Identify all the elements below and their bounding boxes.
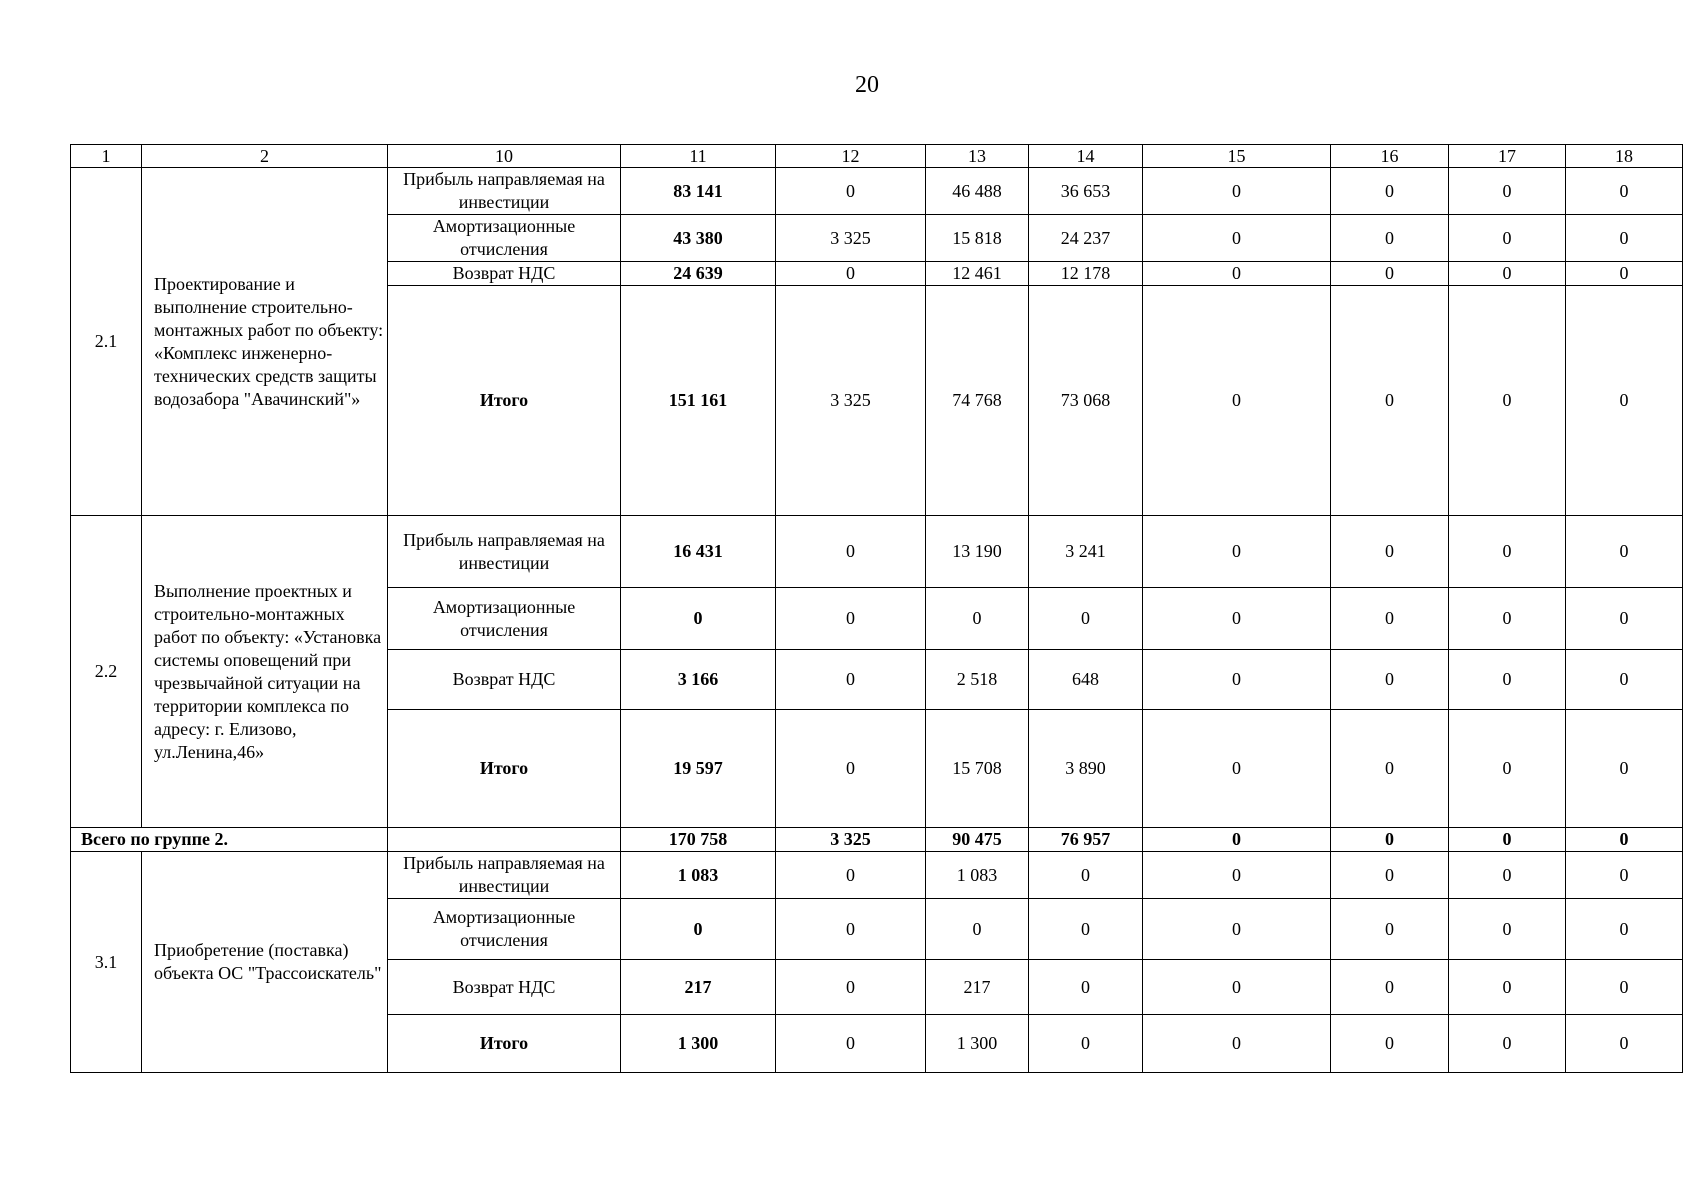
funding-source: Возврат НДС bbox=[388, 262, 621, 286]
value-cell: 43 380 bbox=[621, 215, 776, 262]
empty-cell bbox=[388, 828, 621, 852]
value-cell: 0 bbox=[1331, 516, 1449, 588]
value-cell: 15 818 bbox=[926, 215, 1029, 262]
funding-source: Прибыль направляемая на инвестиции bbox=[388, 516, 621, 588]
value-cell: 1 300 bbox=[621, 1015, 776, 1073]
value-cell: 0 bbox=[1029, 960, 1143, 1015]
group-total-value: 170 758 bbox=[621, 828, 776, 852]
group-total-value: 0 bbox=[1143, 828, 1331, 852]
value-cell: 0 bbox=[1029, 588, 1143, 650]
value-cell: 0 bbox=[1566, 516, 1683, 588]
value-cell: 0 bbox=[1331, 215, 1449, 262]
funding-source: Амортизационные отчисления bbox=[388, 588, 621, 650]
value-cell: 0 bbox=[776, 960, 926, 1015]
column-header: 10 bbox=[388, 145, 621, 168]
value-cell: 19 597 bbox=[621, 710, 776, 828]
column-header: 15 bbox=[1143, 145, 1331, 168]
value-cell: 0 bbox=[776, 262, 926, 286]
value-cell: 0 bbox=[1566, 215, 1683, 262]
funding-source: Возврат НДС bbox=[388, 960, 621, 1015]
value-cell: 0 bbox=[1449, 516, 1566, 588]
item-name: Приобретение (поставка) объекта ОС "Трассоискатель" bbox=[142, 852, 388, 1073]
value-cell: 0 bbox=[1331, 852, 1449, 899]
group-total-value: 0 bbox=[1449, 828, 1566, 852]
column-header: 16 bbox=[1331, 145, 1449, 168]
value-cell: 0 bbox=[1449, 650, 1566, 710]
subtotal-label: Итого bbox=[388, 1015, 621, 1073]
value-cell: 648 bbox=[1029, 650, 1143, 710]
value-cell: 0 bbox=[1143, 588, 1331, 650]
value-cell: 0 bbox=[1449, 899, 1566, 960]
value-cell: 0 bbox=[1449, 710, 1566, 828]
value-cell: 0 bbox=[1449, 286, 1566, 516]
column-header-row bbox=[71, 145, 1683, 168]
value-cell: 217 bbox=[621, 960, 776, 1015]
value-cell: 0 bbox=[1143, 215, 1331, 262]
column-header: 14 bbox=[1029, 145, 1143, 168]
value-cell: 0 bbox=[1449, 215, 1566, 262]
value-cell: 0 bbox=[1449, 1015, 1566, 1073]
value-cell: 0 bbox=[1143, 286, 1331, 516]
value-cell: 0 bbox=[1143, 852, 1331, 899]
value-cell: 0 bbox=[1331, 286, 1449, 516]
value-cell: 3 325 bbox=[776, 286, 926, 516]
value-cell: 15 708 bbox=[926, 710, 1029, 828]
value-cell: 151 161 bbox=[621, 286, 776, 516]
column-header: 18 bbox=[1566, 145, 1683, 168]
value-cell: 3 241 bbox=[1029, 516, 1143, 588]
item-name: Выполнение проектных и строительно-монтажных работ по объекту: «Установка системы оповещений при чрезвычайной ситуации на территории комплекса по адресу: г. Елизово, ул.Ленина,46» bbox=[142, 516, 388, 828]
page-number: 20 bbox=[855, 72, 879, 98]
column-header: 17 bbox=[1449, 145, 1566, 168]
group-total-row bbox=[71, 828, 1683, 852]
column-header: 1 bbox=[71, 145, 142, 168]
value-cell: 0 bbox=[1566, 588, 1683, 650]
value-cell: 0 bbox=[1143, 899, 1331, 960]
value-cell: 16 431 bbox=[621, 516, 776, 588]
value-cell: 0 bbox=[776, 899, 926, 960]
group-total-value: 0 bbox=[1331, 828, 1449, 852]
value-cell: 2 518 bbox=[926, 650, 1029, 710]
value-cell: 0 bbox=[1566, 710, 1683, 828]
value-cell: 0 bbox=[1143, 710, 1331, 828]
value-cell: 0 bbox=[776, 168, 926, 215]
value-cell: 0 bbox=[1566, 899, 1683, 960]
value-cell: 0 bbox=[1449, 960, 1566, 1015]
value-cell: 0 bbox=[1331, 650, 1449, 710]
value-cell: 0 bbox=[1143, 650, 1331, 710]
value-cell: 0 bbox=[1449, 168, 1566, 215]
value-cell: 0 bbox=[1331, 710, 1449, 828]
value-cell: 0 bbox=[621, 899, 776, 960]
column-header: 12 bbox=[776, 145, 926, 168]
value-cell: 3 166 bbox=[621, 650, 776, 710]
group-total-value: 0 bbox=[1566, 828, 1683, 852]
value-cell: 0 bbox=[1143, 168, 1331, 215]
item-name: Проектирование и выполнение строительно-монтажных работ по объекту: «Комплекс инженерно-технических средств защиты водозабора "Авачинский"» bbox=[142, 168, 388, 516]
value-cell: 0 bbox=[1143, 262, 1331, 286]
value-cell: 24 237 bbox=[1029, 215, 1143, 262]
value-cell: 0 bbox=[926, 588, 1029, 650]
investment-table bbox=[70, 144, 1683, 1073]
value-cell: 0 bbox=[1029, 852, 1143, 899]
value-cell: 74 768 bbox=[926, 286, 1029, 516]
value-cell: 73 068 bbox=[1029, 286, 1143, 516]
value-cell: 46 488 bbox=[926, 168, 1029, 215]
funding-source: Амортизационные отчисления bbox=[388, 215, 621, 262]
value-cell: 0 bbox=[1566, 286, 1683, 516]
column-header: 11 bbox=[621, 145, 776, 168]
funding-source: Прибыль направляемая на инвестиции bbox=[388, 852, 621, 899]
value-cell: 0 bbox=[1331, 960, 1449, 1015]
value-cell: 24 639 bbox=[621, 262, 776, 286]
value-cell: 0 bbox=[776, 710, 926, 828]
value-cell: 0 bbox=[776, 650, 926, 710]
value-cell: 0 bbox=[1029, 899, 1143, 960]
item-number: 2.2 bbox=[71, 516, 142, 828]
item-number: 2.1 bbox=[71, 168, 142, 516]
value-cell: 36 653 bbox=[1029, 168, 1143, 215]
value-cell: 83 141 bbox=[621, 168, 776, 215]
group-total-value: 90 475 bbox=[926, 828, 1029, 852]
value-cell: 3 325 bbox=[776, 215, 926, 262]
group-total-value: 3 325 bbox=[776, 828, 926, 852]
item-number: 3.1 bbox=[71, 852, 142, 1073]
value-cell: 217 bbox=[926, 960, 1029, 1015]
table-row bbox=[71, 852, 1683, 899]
group-total-value: 76 957 bbox=[1029, 828, 1143, 852]
column-header: 2 bbox=[142, 145, 388, 168]
value-cell: 0 bbox=[1566, 960, 1683, 1015]
value-cell: 0 bbox=[1143, 516, 1331, 588]
value-cell: 1 083 bbox=[926, 852, 1029, 899]
value-cell: 0 bbox=[1449, 588, 1566, 650]
value-cell: 0 bbox=[1449, 852, 1566, 899]
value-cell: 12 178 bbox=[1029, 262, 1143, 286]
table-row bbox=[71, 168, 1683, 215]
value-cell: 0 bbox=[776, 588, 926, 650]
value-cell: 0 bbox=[1331, 588, 1449, 650]
funding-source: Прибыль направляемая на инвестиции bbox=[388, 168, 621, 215]
value-cell: 0 bbox=[1143, 960, 1331, 1015]
value-cell: 0 bbox=[1449, 262, 1566, 286]
group-total-label: Всего по группе 2. bbox=[71, 828, 388, 852]
column-header: 13 bbox=[926, 145, 1029, 168]
value-cell: 0 bbox=[1566, 650, 1683, 710]
value-cell: 0 bbox=[1566, 168, 1683, 215]
value-cell: 0 bbox=[621, 588, 776, 650]
table-row bbox=[71, 516, 1683, 588]
funding-source: Амортизационные отчисления bbox=[388, 899, 621, 960]
value-cell: 0 bbox=[1331, 1015, 1449, 1073]
value-cell: 0 bbox=[1029, 1015, 1143, 1073]
value-cell: 0 bbox=[776, 516, 926, 588]
value-cell: 0 bbox=[1331, 168, 1449, 215]
value-cell: 0 bbox=[1566, 852, 1683, 899]
table-body bbox=[71, 145, 1683, 1073]
value-cell: 1 083 bbox=[621, 852, 776, 899]
value-cell: 0 bbox=[1566, 1015, 1683, 1073]
subtotal-label: Итого bbox=[388, 286, 621, 516]
value-cell: 0 bbox=[1143, 1015, 1331, 1073]
subtotal-label: Итого bbox=[388, 710, 621, 828]
value-cell: 0 bbox=[776, 852, 926, 899]
value-cell: 0 bbox=[1331, 899, 1449, 960]
funding-source: Возврат НДС bbox=[388, 650, 621, 710]
value-cell: 0 bbox=[776, 1015, 926, 1073]
value-cell: 13 190 bbox=[926, 516, 1029, 588]
value-cell: 0 bbox=[1331, 262, 1449, 286]
value-cell: 0 bbox=[926, 899, 1029, 960]
value-cell: 3 890 bbox=[1029, 710, 1143, 828]
value-cell: 12 461 bbox=[926, 262, 1029, 286]
value-cell: 1 300 bbox=[926, 1015, 1029, 1073]
value-cell: 0 bbox=[1566, 262, 1683, 286]
